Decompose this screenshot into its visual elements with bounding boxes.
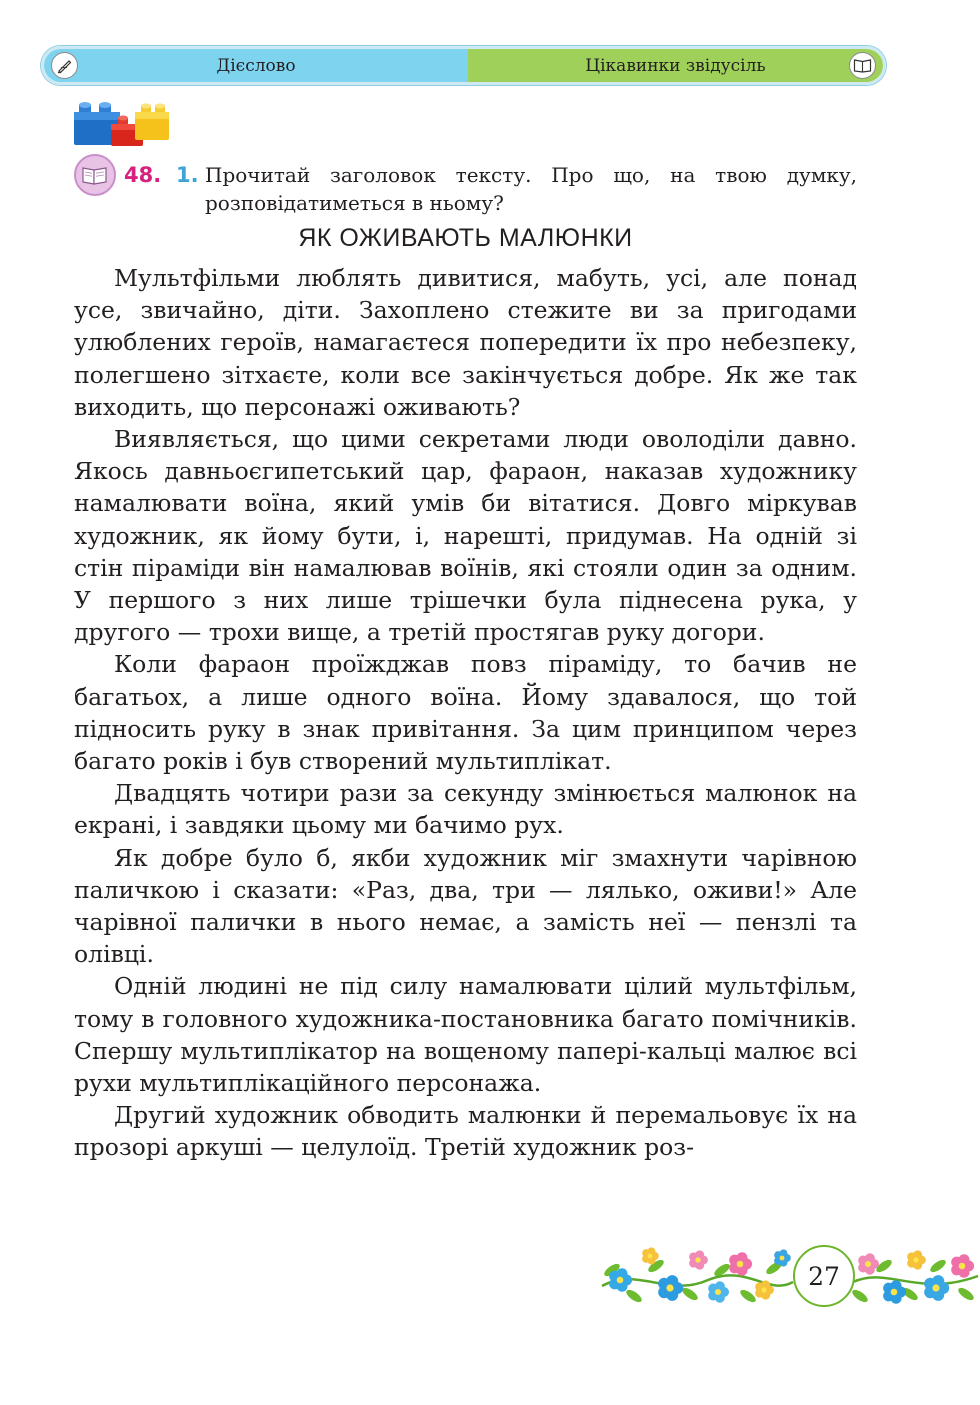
task-number: 1. bbox=[176, 163, 199, 187]
page-number: 27 bbox=[793, 1245, 855, 1307]
toy-blocks-illustration bbox=[73, 98, 173, 148]
article-title: ЯК ОЖИВАЮТЬ МАЛЮНКИ bbox=[298, 224, 633, 252]
header-topic-label: Дієслово bbox=[216, 55, 296, 76]
paragraph: Мультфільми люблять дивитися, мабуть, усі, але понад усе, звичайно, діти. Захоплено стежите ви за пригодами улюблених героїв, намагаєтеся попередити їх про небезпеку, полегшено зітхаєте, коли все закінчується добре. Як же так виходить, що персонажі оживають? bbox=[74, 264, 857, 421]
paragraph: Як добре було б, якби художник міг змахнути чарівною паличкою і сказати: «Раз, два, три — лялько, оживи!» Але чарівної палички в нього немає, а замість неї — пензлі та олівці. bbox=[74, 843, 857, 969]
paragraph: Коли фараон проїжджав повз піраміду, то бачив не багатьох, а лише одного воїна. Йому здавалося, що той підносить руку в знак привітання. За цим принципом через багато років і був створений мультиплікат. bbox=[74, 650, 857, 776]
book-icon bbox=[849, 52, 876, 79]
task-text: Прочитай заголовок тексту. Про що, на твою думку, розповідатиметься в ньому? bbox=[205, 163, 857, 215]
pen-icon bbox=[51, 52, 78, 79]
paragraph: Виявляється, що цими секретами люди оволоділи давно. Якось давньоєгипетський цар, фараон, наказав художнику намалювати воїна, який умів би вітатися. Довго міркував художник, як йому бути, і, нарешті, придумав. На одній зі стін піраміди він намалював воїнів, які стояли один за одним. У першого з них лише трішечки була піднесена рука, у другого — трохи вище, а третій простягав руку догори. bbox=[74, 425, 857, 647]
article-body bbox=[74, 262, 857, 1164]
paragraph: Одній людині не під силу намалювати цілий мультфільм, тому в головного художника-постановника багато помічників. Спершу мультиплікатор на вощеному папері-кальці малює всі рухи мультиплікаційного персонажа. bbox=[74, 972, 857, 1098]
paragraph: Другий художник обводить малюнки й перемальовує їх на прозорі аркуші — целулоїд. Третій художник роз- bbox=[74, 1101, 857, 1162]
exercise-number: 48. bbox=[124, 163, 162, 187]
paragraph: Двадцять чотири рази за секунду змінюється малюнок на екрані, і завдяки цьому ми бачимо рух. bbox=[74, 779, 857, 840]
section-header bbox=[41, 46, 886, 85]
flowers-border bbox=[598, 1236, 980, 1316]
header-section-label: Цікавинки звідусіль bbox=[585, 55, 766, 76]
open-book-icon bbox=[74, 154, 116, 196]
